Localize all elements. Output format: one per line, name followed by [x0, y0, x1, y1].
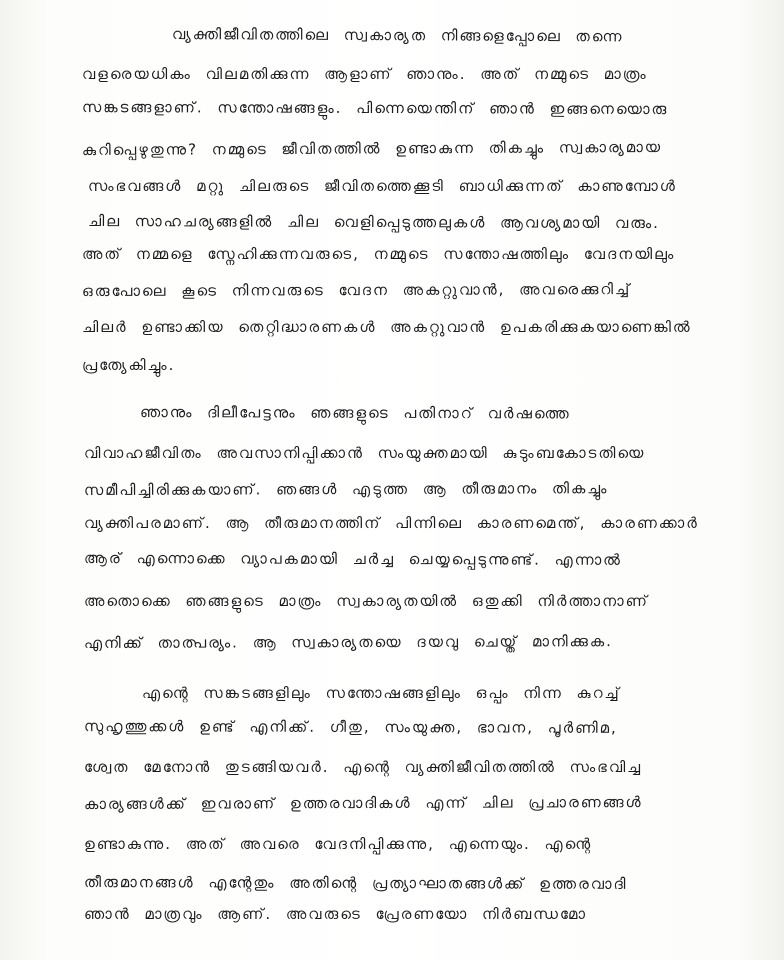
- letter-line: എന്റെ സങ്കടങ്ങളിലും സന്തോഷങ്ങളിലും ഒപ്പം നിന്ന കുറച്ച്: [142, 684, 621, 702]
- letter-line: പ്രത്യേകിച്ചും.: [82, 356, 176, 374]
- letter-line: അതൊക്കെ ഞങ്ങളുടെ മാത്രം സ്വകാര്യതയിൽ ഒതുക്കി നിർത്താനാണ്: [84, 592, 649, 610]
- letter-line: ഒരുപോലെ കൂടെ നിന്നവരുടെ വേദന അകറ്റുവാൻ, അവരെക്കുറിച്ച്: [81, 280, 632, 300]
- letter-line: തീരുമാനങ്ങൾ എന്റേതും അതിന്റെ പ്രത്യാഘാതങ്ങൾക്ക് ഉത്തരവാദി: [83, 873, 628, 893]
- letter-line: സമീപിച്ചിരിക്കുകയാണ്. ഞങ്ങൾ എടുത്ത ആ തീരുമാനം തികച്ചും: [83, 479, 609, 499]
- letter-line: ചില സാഹചര്യങ്ങളിൽ ചില വെളിപ്പെടുത്തലുകൾ ആവശ്യമായി വരും.: [87, 212, 660, 232]
- letter-line: വളരെയധികം വിലമതിക്കുന്ന ആളാണ് ഞാനും. അത് നമ്മുടെ മാത്രം: [82, 65, 648, 83]
- letter-line: സങ്കടങ്ങളാണ്. സന്തോഷങ്ങളും. പിന്നെയെന്തിന് ഞാൻ ഇങ്ങനെയൊരു: [81, 98, 669, 119]
- letter-line: ഞാനും ദിലീപേട്ടനും ഞങ്ങളുടെ പതിനാറ് വർഷത്തെ: [139, 403, 571, 423]
- letter-line: വിവാഹജീവിതം അവസാനിപ്പിക്കാൻ സംയുക്തമായി കുടുംബകോടതിയെ: [84, 444, 646, 462]
- letter-line: സംഭവങ്ങൾ മറ്റു ചിലരുടെ ജീവിതത്തെക്കൂടി ബാധിക്കുന്നത് കാണുമ്പോൾ: [88, 177, 677, 195]
- letter-line: ആര് എന്നൊക്കെ വ്യാപകമായി ചർച്ച ചെയ്യപ്പെടുന്നുണ്ട്. എന്നാൽ: [83, 549, 622, 569]
- letter-line: വ്യക്തിജീവിതത്തിലെ സ്വകാര്യത നിങ്ങളെപ്പോലെ തന്നെ: [171, 25, 624, 46]
- letter-line: ഞാൻ മാത്രവും ആണ്. അവരുടെ പ്രേരണയോ നിർബന്ധമോ: [84, 905, 587, 923]
- letter-line: സുഹൃത്തുക്കൾ ഉണ്ട് എനിക്ക്. ഗീതു, സംയുക്ത, ഭാവന, പൂർണിമ,: [83, 717, 618, 737]
- letter-line: വ്യക്തിപരമാണ്. ആ തീരുമാനത്തിന് പിന്നിലെ കാരണമെന്ത്, കാരണക്കാർ: [84, 514, 699, 532]
- letter-line: എനിക്ക് താത്പര്യം. ആ സ്വകാര്യതയെ ദയവു ചെയ്ത് മാനിക്കുക.: [83, 632, 613, 652]
- letter-line: ചിലർ ഉണ്ടാക്കിയ തെറ്റിദ്ധാരണകൾ അകറ്റുവാൻ ഉപകരിക്കുകയാണെങ്കിൽ: [82, 318, 692, 336]
- letter-line: കാര്യങ്ങൾക്ക് ഇവരാണ് ഉത്തരവാദികൾ എന്ന് ചില പ്രചാരണങ്ങൾ: [83, 793, 643, 813]
- letter-line: ശ്വേത മേനോൻ തുടങ്ങിയവർ. എന്റെ വ്യക്തിജീവിതത്തിൽ സംഭവിച്ച: [84, 758, 643, 776]
- letter-line: കുറിപ്പെഴുതുന്നു? നമ്മുടെ ജീവിതത്തിൽ ഉണ്ടാകുന്ന തികച്ചും സ്വകാര്യമായ: [81, 137, 663, 159]
- letter-line: അത് നമ്മളെ സ്നേഹിക്കുന്നവരുടെ, നമ്മുടെ സന്തോഷത്തിലും വേദനയിലും: [82, 245, 676, 263]
- letter-line: ഉണ്ടാകുന്നു. അത് അവരെ വേദനിപ്പിക്കുന്നു, എന്നെയും. എന്റെ: [84, 835, 593, 853]
